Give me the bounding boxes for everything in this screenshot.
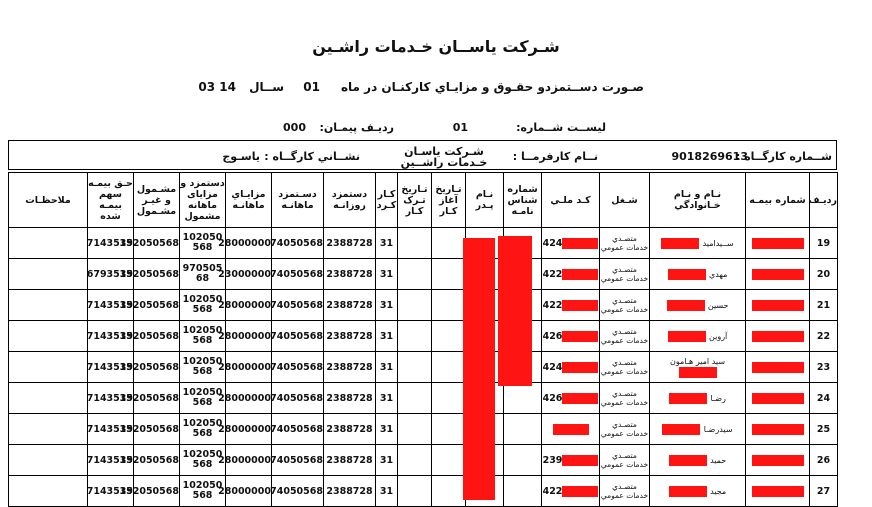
full-name-cell: مجید xyxy=(650,476,746,507)
premium-cell: 7143539 xyxy=(88,414,134,445)
job-cell: متصـدي خدمات عمومي xyxy=(600,259,650,290)
total-cell: 152050568 xyxy=(134,352,180,383)
monthly-benefits-cell: 28000000 xyxy=(226,228,272,259)
month-label: ماه xyxy=(340,80,360,94)
list-number-value: 01 xyxy=(452,121,468,134)
total-cell: 152050568 xyxy=(134,259,180,290)
id-card-cell xyxy=(504,445,542,476)
redaction-block xyxy=(752,455,804,466)
redaction-block xyxy=(668,331,706,342)
insurance-number-cell xyxy=(746,321,810,352)
redaction-block xyxy=(752,238,804,249)
insurance-number-cell xyxy=(746,383,810,414)
full-name-cell: آروین xyxy=(650,321,746,352)
redaction-block xyxy=(562,238,598,249)
year-value: 14 03 xyxy=(198,80,236,94)
notes-cell xyxy=(9,414,88,445)
redaction-block xyxy=(679,367,717,378)
row-index: 22 xyxy=(810,321,838,352)
contract-row-value: 000 xyxy=(283,121,306,134)
national-id-cell: 422 xyxy=(542,290,600,321)
redaction-block xyxy=(752,362,804,373)
monthly-benefits-cell: 23000000 xyxy=(226,259,272,290)
redaction-block xyxy=(498,236,532,386)
end-date-cell xyxy=(398,228,432,259)
redaction-block xyxy=(662,424,700,435)
workshop-code-value: 9018269613 xyxy=(671,150,748,163)
contract-row-label: ردیـف پیمـان: xyxy=(319,121,394,134)
job-cell: متصـدي خدمات عمومي xyxy=(600,476,650,507)
redaction-block xyxy=(562,269,598,280)
start-date-cell xyxy=(432,476,466,507)
workshop-code-label: شــماره کارگــاه : xyxy=(735,150,832,163)
year-label: ســال xyxy=(249,80,284,94)
monthly-benefits-cell: 28000000 xyxy=(226,445,272,476)
notes-cell xyxy=(9,259,88,290)
header-cell: ردیـف xyxy=(810,173,838,228)
daily-wage-cell: 2388728 xyxy=(324,414,376,445)
workshop-address-value: یاسـوج xyxy=(222,150,260,163)
month-value: 01 xyxy=(303,80,320,94)
row-index: 26 xyxy=(810,445,838,476)
job-cell: متصـدي خدمات عمومي xyxy=(600,352,650,383)
insurance-number-cell xyxy=(746,228,810,259)
header-cell: نـام و نـام خـانوادگي xyxy=(650,173,746,228)
row-index: 24 xyxy=(810,383,838,414)
full-name-cell: حسین xyxy=(650,290,746,321)
total-cell: 152050568 xyxy=(134,445,180,476)
insurable-wage-cell: 102050568 xyxy=(180,290,226,321)
header-cell: شماره بیمـه xyxy=(746,173,810,228)
total-cell: 152050568 xyxy=(134,383,180,414)
monthly-wage-cell: 74050568 xyxy=(272,445,324,476)
insurable-wage-cell: 102050568 xyxy=(180,352,226,383)
start-date-cell xyxy=(432,352,466,383)
total-cell: 152050568 xyxy=(134,476,180,507)
redaction-block xyxy=(752,486,804,497)
days-worked-cell: 31 xyxy=(376,290,398,321)
insurable-wage-cell: 102050568 xyxy=(180,445,226,476)
monthly-benefits-cell: 28000000 xyxy=(226,476,272,507)
end-date-cell xyxy=(398,290,432,321)
table-row xyxy=(9,290,838,321)
total-cell: 152050568 xyxy=(134,228,180,259)
end-date-cell xyxy=(398,352,432,383)
redaction-block xyxy=(752,300,804,311)
days-worked-cell: 31 xyxy=(376,352,398,383)
header-cell: حـق بیمـه سهم بیمـه شده xyxy=(88,173,134,228)
notes-cell xyxy=(9,352,88,383)
daily-wage-cell: 2388728 xyxy=(324,321,376,352)
redaction-block xyxy=(752,393,804,404)
workshop-address-label: نشــاني کارگــاه : xyxy=(264,150,360,163)
monthly-wage-cell: 74050568 xyxy=(272,321,324,352)
header-cell: دسـتمزد ماهانـه xyxy=(272,173,324,228)
notes-cell xyxy=(9,383,88,414)
monthly-benefits-cell: 28000000 xyxy=(226,383,272,414)
company-title: شـرکت یاســان خـدمات راشـین xyxy=(312,37,560,56)
end-date-cell xyxy=(398,476,432,507)
notes-cell xyxy=(9,445,88,476)
table-row xyxy=(9,228,838,259)
monthly-benefits-cell: 28000000 xyxy=(226,414,272,445)
days-worked-cell: 31 xyxy=(376,476,398,507)
redaction-block xyxy=(669,455,707,466)
days-worked-cell: 31 xyxy=(376,259,398,290)
header-cell: دستمزد و مزایای ماهانه مشمول xyxy=(180,173,226,228)
insurable-wage-cell: 97050568 xyxy=(180,259,226,290)
total-cell: 152050568 xyxy=(134,290,180,321)
insurable-wage-cell: 102050568 xyxy=(180,228,226,259)
insurable-wage-cell: 102050568 xyxy=(180,321,226,352)
total-cell: 152050568 xyxy=(134,321,180,352)
monthly-benefits-cell: 28000000 xyxy=(226,290,272,321)
start-date-cell xyxy=(432,290,466,321)
full-name-cell: ســیدامید xyxy=(650,228,746,259)
redaction-block xyxy=(562,331,598,342)
redaction-block xyxy=(562,486,598,497)
end-date-cell xyxy=(398,383,432,414)
table-row xyxy=(9,383,838,414)
end-date-cell xyxy=(398,259,432,290)
row-index: 21 xyxy=(810,290,838,321)
start-date-cell xyxy=(432,414,466,445)
start-date-cell xyxy=(432,321,466,352)
list-number-label: لیســت شــماره: xyxy=(516,121,606,134)
header-cell: تـاریخ آغاز کـار xyxy=(432,173,466,228)
national-id-cell: 426 xyxy=(542,321,600,352)
national-id-cell xyxy=(542,414,600,445)
monthly-wage-cell: 74050568 xyxy=(272,290,324,321)
id-card-cell xyxy=(504,383,542,414)
table-row xyxy=(9,321,838,352)
insurable-wage-cell: 102050568 xyxy=(180,383,226,414)
daily-wage-cell: 2388728 xyxy=(324,383,376,414)
premium-cell: 7143539 xyxy=(88,445,134,476)
redaction-block xyxy=(752,269,804,280)
full-name-cell: سیدرضـا xyxy=(650,414,746,445)
job-cell: متصـدي خدمات عمومي xyxy=(600,414,650,445)
insurance-number-cell xyxy=(746,290,810,321)
national-id-cell: 424 xyxy=(542,352,600,383)
monthly-benefits-cell: 28000000 xyxy=(226,321,272,352)
premium-cell: 7143539 xyxy=(88,290,134,321)
monthly-wage-cell: 74050568 xyxy=(272,383,324,414)
start-date-cell xyxy=(432,383,466,414)
premium-cell: 7143539 xyxy=(88,321,134,352)
notes-cell xyxy=(9,290,88,321)
job-cell: متصـدي خدمات عمومي xyxy=(600,383,650,414)
job-cell: متصـدي خدمات عمومي xyxy=(600,321,650,352)
header-cell: مزایـاي ماهانـه xyxy=(226,173,272,228)
daily-wage-cell: 2388728 xyxy=(324,445,376,476)
job-cell: متصـدي خدمات عمومي xyxy=(600,290,650,321)
days-worked-cell: 31 xyxy=(376,321,398,352)
end-date-cell xyxy=(398,445,432,476)
days-worked-cell: 31 xyxy=(376,445,398,476)
insurance-number-cell xyxy=(746,414,810,445)
redaction-block xyxy=(669,393,707,404)
table-row xyxy=(9,414,838,445)
redaction-block xyxy=(661,238,699,249)
monthly-wage-cell: 74050568 xyxy=(272,352,324,383)
monthly-wage-cell: 74050568 xyxy=(272,476,324,507)
notes-cell xyxy=(9,228,88,259)
premium-cell: 7143539 xyxy=(88,352,134,383)
daily-wage-cell: 2388728 xyxy=(324,476,376,507)
header-cell: شماره شناس نامـه xyxy=(504,173,542,228)
redaction-block xyxy=(463,238,495,500)
days-worked-cell: 31 xyxy=(376,383,398,414)
header-cell: مشـمول و غیـر مشـمول xyxy=(134,173,180,228)
notes-cell xyxy=(9,321,88,352)
total-cell: 152050568 xyxy=(134,414,180,445)
header-cell: دستمزد روزانـه xyxy=(324,173,376,228)
daily-wage-cell: 2388728 xyxy=(324,259,376,290)
notes-cell xyxy=(9,476,88,507)
insurance-number-cell xyxy=(746,476,810,507)
daily-wage-cell: 2388728 xyxy=(324,290,376,321)
start-date-cell xyxy=(432,259,466,290)
insurance-number-cell xyxy=(746,352,810,383)
national-id-cell: 424 xyxy=(542,228,600,259)
insurance-number-cell xyxy=(746,259,810,290)
start-date-cell xyxy=(432,445,466,476)
end-date-cell xyxy=(398,414,432,445)
start-date-cell xyxy=(432,228,466,259)
premium-cell: 7143539 xyxy=(88,476,134,507)
full-name-cell: حمید xyxy=(650,445,746,476)
full-name-cell: مهدي xyxy=(650,259,746,290)
id-card-cell xyxy=(504,414,542,445)
daily-wage-cell: 2388728 xyxy=(324,228,376,259)
job-cell: متصـدي خدمات عمومي xyxy=(600,445,650,476)
job-cell: متصـدي خدمات عمومي xyxy=(600,228,650,259)
insurance-number-cell xyxy=(746,445,810,476)
days-worked-cell: 31 xyxy=(376,228,398,259)
redaction-block xyxy=(752,424,804,435)
table-row xyxy=(9,476,838,507)
header-cell: تـاریخ تـرک کـار xyxy=(398,173,432,228)
national-id-cell: 426 xyxy=(542,383,600,414)
row-index: 25 xyxy=(810,414,838,445)
premium-cell: 6793539 xyxy=(88,259,134,290)
table-row xyxy=(9,445,838,476)
national-id-cell: 422 xyxy=(542,476,600,507)
full-name-cell: سید امیر هـامون xyxy=(650,352,746,383)
id-card-cell xyxy=(504,476,542,507)
monthly-wage-cell: 74050568 xyxy=(272,414,324,445)
premium-cell: 7143539 xyxy=(88,383,134,414)
header-cell: کـد ملـي xyxy=(542,173,600,228)
premium-cell: 7143539 xyxy=(88,228,134,259)
header-cell: نـام پـدر xyxy=(466,173,504,228)
header-cell: شـغل xyxy=(600,173,650,228)
header-cell: کـار کـرد xyxy=(376,173,398,228)
row-index: 27 xyxy=(810,476,838,507)
redaction-block xyxy=(669,486,707,497)
employer-value: شـرکت یاسـان خـدمات راشــین xyxy=(400,145,488,169)
national-id-cell: 422 xyxy=(542,259,600,290)
days-worked-cell: 31 xyxy=(376,414,398,445)
monthly-wage-cell: 74050568 xyxy=(272,228,324,259)
insurable-wage-cell: 102050568 xyxy=(180,476,226,507)
monthly-benefits-cell: 28000000 xyxy=(226,352,272,383)
redaction-block xyxy=(752,331,804,342)
table-row xyxy=(9,259,838,290)
redaction-block xyxy=(562,300,598,311)
table-header-row xyxy=(9,173,838,228)
redaction-block xyxy=(667,300,705,311)
redaction-block xyxy=(562,362,598,373)
payroll-table xyxy=(8,172,838,507)
table-row xyxy=(9,352,838,383)
employer-label: نــام کارفرمــا : xyxy=(512,150,598,163)
row-index: 20 xyxy=(810,259,838,290)
redaction-block xyxy=(562,393,598,404)
end-date-cell xyxy=(398,321,432,352)
daily-wage-cell: 2388728 xyxy=(324,352,376,383)
full-name-cell: رضـا xyxy=(650,383,746,414)
national-id-cell: 239 xyxy=(542,445,600,476)
row-index: 19 xyxy=(810,228,838,259)
report-subtitle: صـورت دســتمزدو حقـوق و مزایـاي کارکنـان در xyxy=(364,80,644,94)
redaction-block xyxy=(562,455,598,466)
workshop-info-box xyxy=(8,140,837,170)
insurable-wage-cell: 102050568 xyxy=(180,414,226,445)
redaction-block xyxy=(668,269,706,280)
row-index: 23 xyxy=(810,352,838,383)
redaction-block xyxy=(553,424,589,435)
header-cell: ملاحظـات xyxy=(9,173,88,228)
monthly-wage-cell: 74050568 xyxy=(272,259,324,290)
